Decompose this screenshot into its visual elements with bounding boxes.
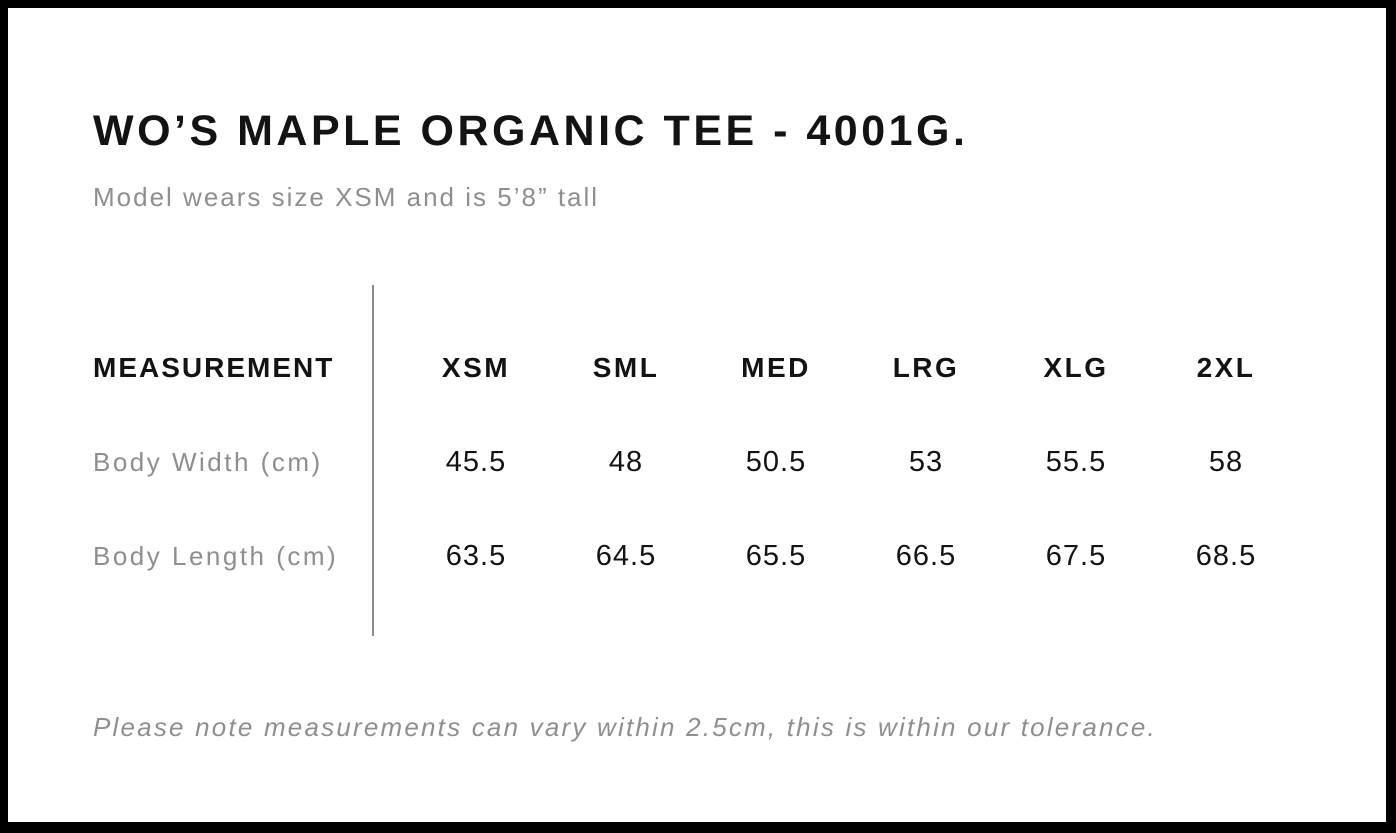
size-header-xsm: XSM <box>441 352 511 383</box>
body-width-sml: 48 <box>608 445 644 478</box>
table-row-body-width <box>93 415 1323 509</box>
body-length-med: 65.5 <box>745 539 807 572</box>
page-title: WO’S MAPLE ORGANIC TEE - 4001G. <box>93 107 969 155</box>
body-length-xlg: 67.5 <box>1045 539 1107 572</box>
size-table-header-row <box>93 321 1323 415</box>
model-size-info: Model wears size XSM and is 5’8” tall <box>93 182 600 212</box>
tolerance-note: Please note measurements can vary within 2.5cm, this is within our tolerance. <box>93 712 1157 742</box>
size-header-med: MED <box>741 352 811 383</box>
size-header-xlg: XLG <box>1043 352 1109 383</box>
size-header-lrg: LRG <box>892 352 960 383</box>
row-label: Body Width (cm) <box>93 446 323 477</box>
size-header-2xl: 2XL <box>1196 352 1256 383</box>
size-table <box>93 321 1323 603</box>
table-row-body-length <box>93 509 1323 603</box>
size-header-sml: SML <box>592 352 660 383</box>
body-length-sml: 64.5 <box>595 539 657 572</box>
body-length-lrg: 66.5 <box>895 539 957 572</box>
body-length-xsm: 63.5 <box>445 539 507 572</box>
body-length-2xl: 68.5 <box>1195 539 1257 572</box>
body-width-xlg: 55.5 <box>1045 445 1107 478</box>
body-width-2xl: 58 <box>1208 445 1244 478</box>
measurement-column-header: MEASUREMENT <box>93 352 335 383</box>
body-width-lrg: 53 <box>908 445 944 478</box>
body-width-med: 50.5 <box>745 445 807 478</box>
row-label: Body Length (cm) <box>93 540 339 571</box>
body-width-xsm: 45.5 <box>445 445 507 478</box>
